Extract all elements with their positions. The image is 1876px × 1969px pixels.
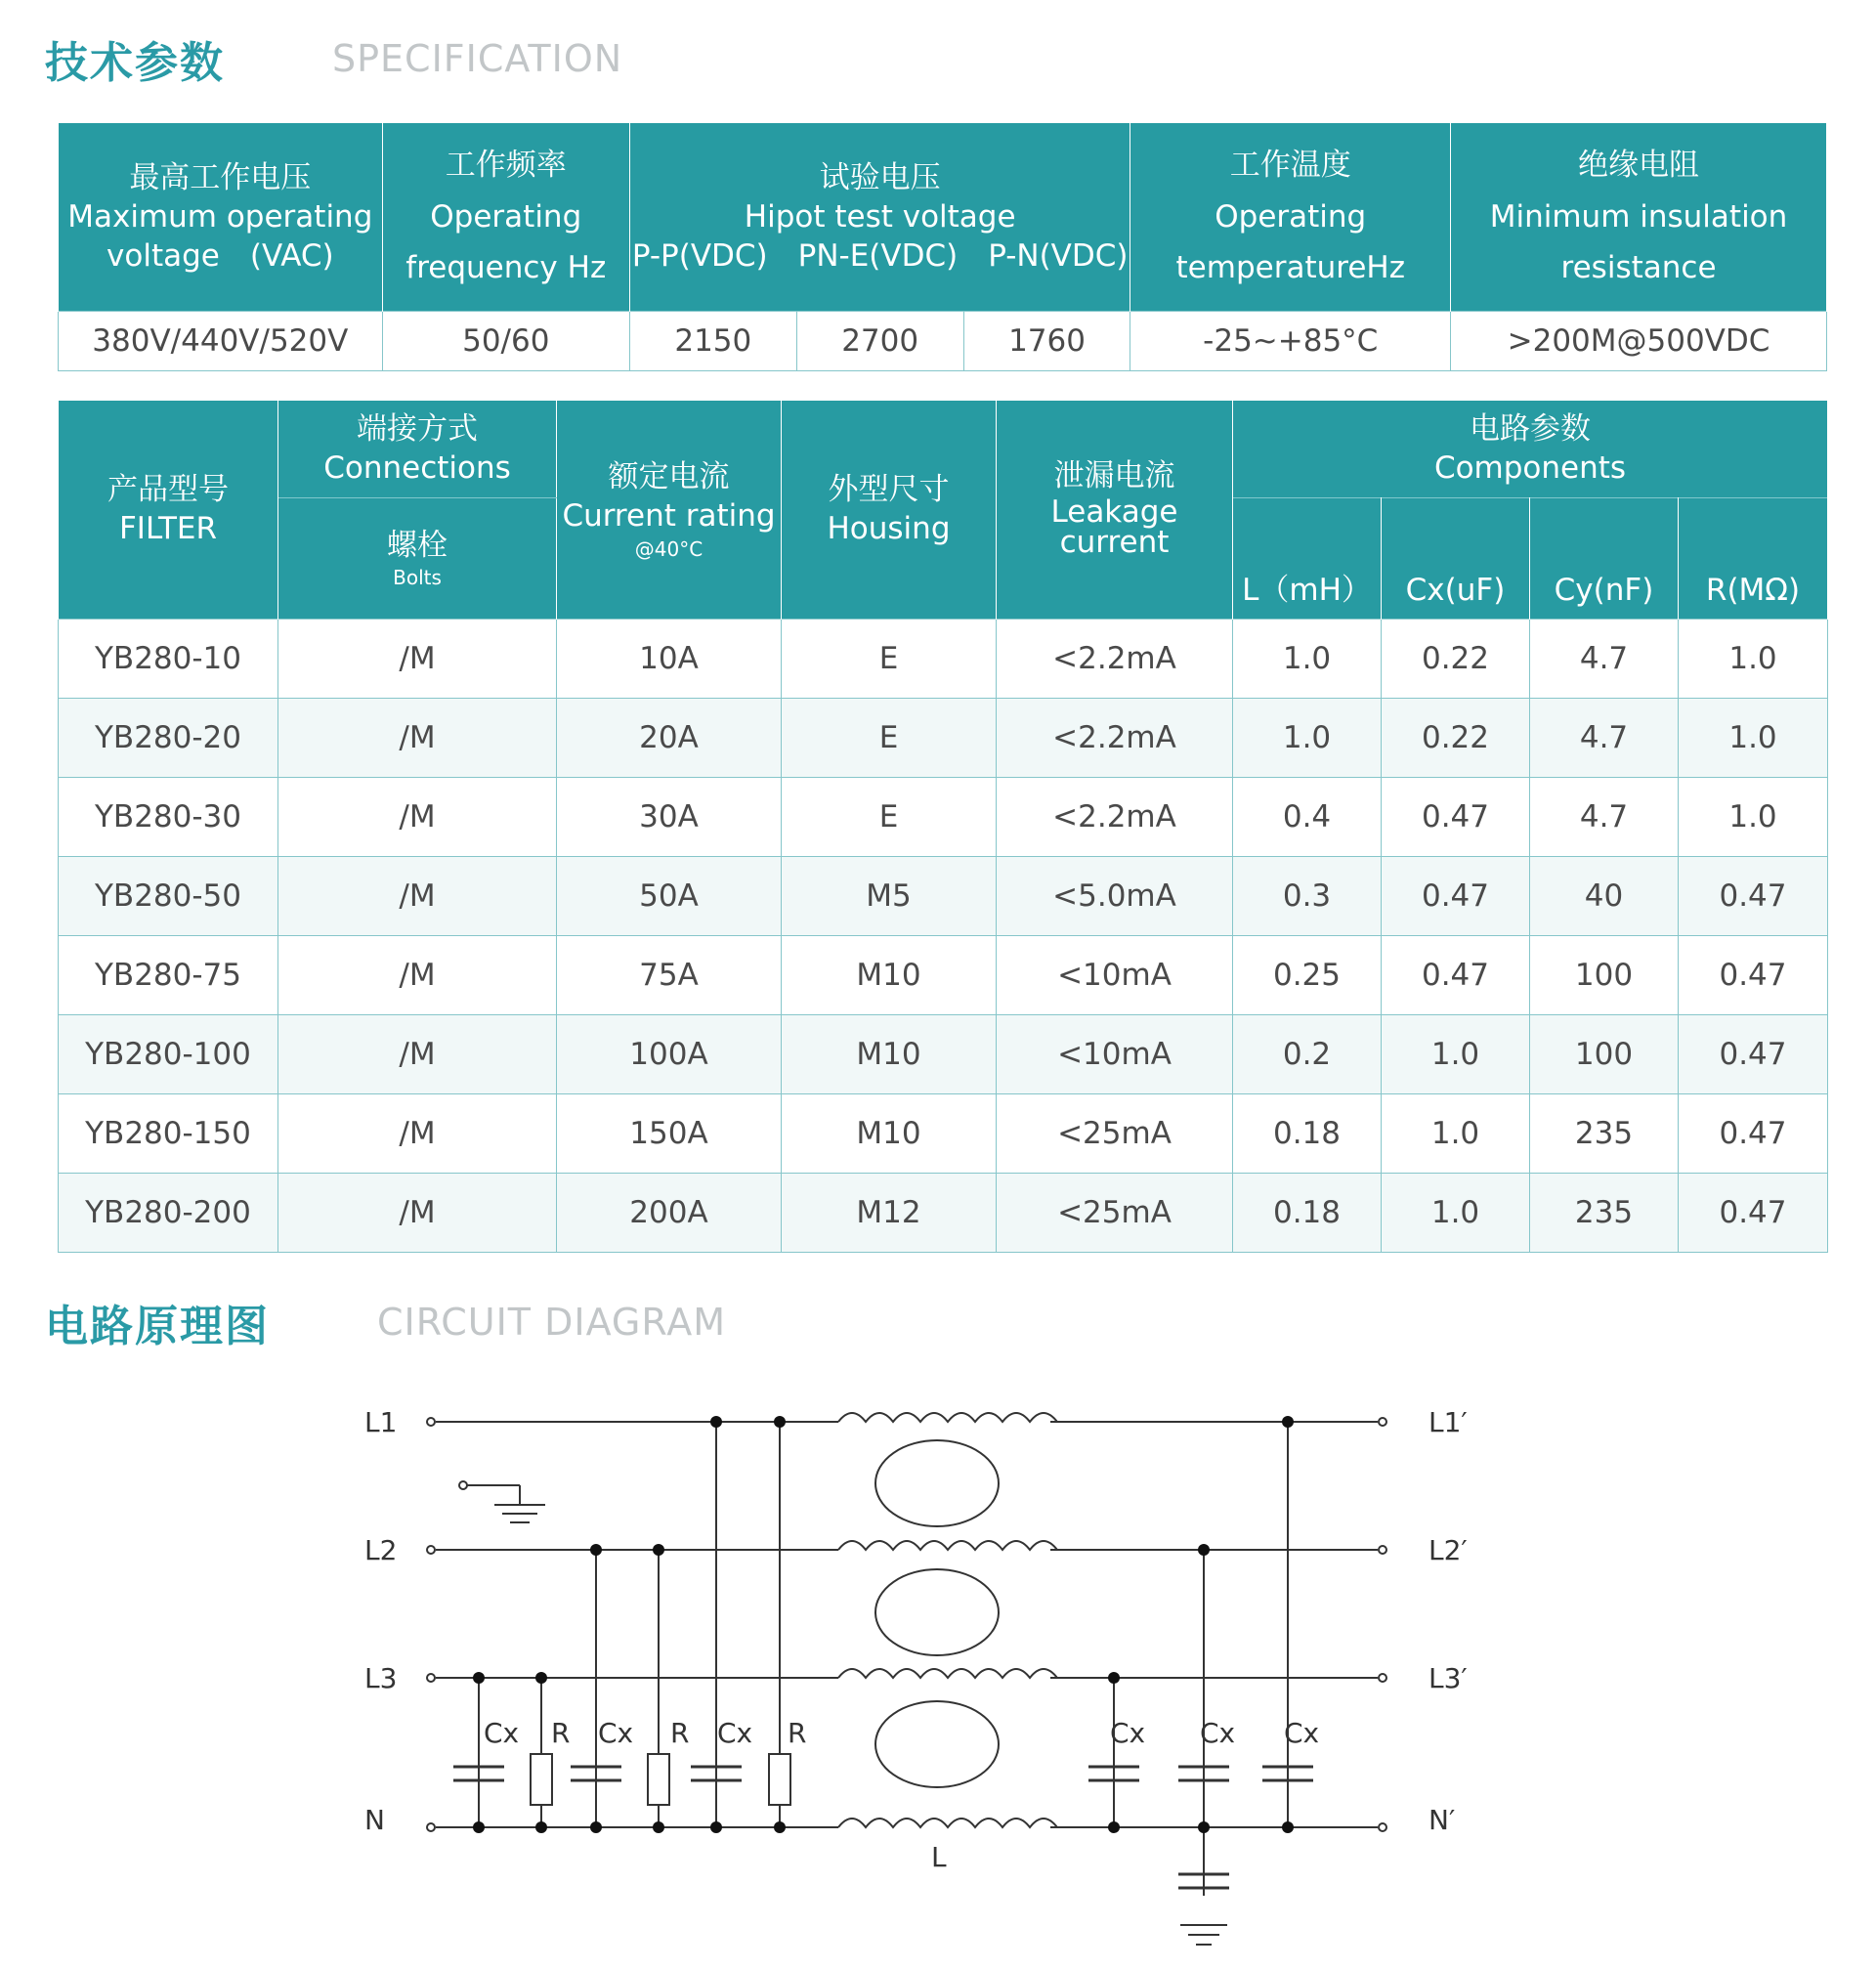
table-cell: <25mA xyxy=(997,1173,1233,1252)
table-cell: <10mA xyxy=(997,935,1233,1014)
table-cell: 0.47 xyxy=(1679,935,1828,1014)
header-cx: Cx(uF) xyxy=(1382,497,1530,619)
table-cell: 0.47 xyxy=(1382,856,1530,935)
table-cell: YB280-75 xyxy=(59,935,278,1014)
table-cell: 0.18 xyxy=(1233,1173,1382,1252)
table-cell: <2.2mA xyxy=(997,619,1233,698)
table-cell: 1.0 xyxy=(1382,1014,1530,1093)
table-cell: 0.4 xyxy=(1233,777,1382,856)
circuit-title-en: CIRCUIT DIAGRAM xyxy=(377,1301,726,1344)
circuit-title-cn: 电路原理图 xyxy=(45,1302,270,1351)
table-cell: 4.7 xyxy=(1530,777,1679,856)
table-cell: /M xyxy=(278,777,557,856)
table-row xyxy=(59,1014,1828,1093)
header-components: 电路参数 Components xyxy=(1233,401,1828,497)
label-l1-out: L1′ xyxy=(1428,1406,1468,1438)
table-cell: 0.47 xyxy=(1679,1173,1828,1252)
table-cell: <25mA xyxy=(997,1093,1233,1173)
table-cell: M10 xyxy=(782,935,997,1014)
table-cell: 30A xyxy=(557,777,782,856)
table-cell: YB280-200 xyxy=(59,1173,278,1252)
label-r: R xyxy=(551,1717,571,1749)
spec-header-temperature: 工作温度 Operating temperatureHz xyxy=(1130,123,1451,312)
label-n-out: N′ xyxy=(1428,1804,1456,1836)
table-cell: /M xyxy=(278,856,557,935)
table-cell: /M xyxy=(278,1014,557,1093)
table-cell: 4.7 xyxy=(1530,698,1679,777)
table-cell: 1.0 xyxy=(1679,777,1828,856)
table-row xyxy=(59,698,1828,777)
spec-title-en: SPECIFICATION xyxy=(332,37,623,80)
spec-cell: 2150 xyxy=(629,312,796,371)
spec-values-row xyxy=(59,312,1827,371)
table-cell: 0.47 xyxy=(1679,856,1828,935)
spec-cell: >200M@500VDC xyxy=(1451,312,1827,371)
table-row xyxy=(59,1173,1828,1252)
table-cell: 50A xyxy=(557,856,782,935)
table-cell: 0.3 xyxy=(1233,856,1382,935)
table-cell: 235 xyxy=(1530,1093,1679,1173)
label-cx: Cx xyxy=(484,1717,520,1749)
label-r: R xyxy=(670,1717,690,1749)
spec-title-cn: 技术参数 xyxy=(45,38,225,88)
table-row xyxy=(59,619,1828,698)
table-cell: M10 xyxy=(782,1014,997,1093)
table-cell: YB280-100 xyxy=(59,1014,278,1093)
table-cell: 0.47 xyxy=(1679,1014,1828,1093)
table-row xyxy=(59,935,1828,1014)
label-l2: L2 xyxy=(364,1534,398,1566)
table-cell: <2.2mA xyxy=(997,777,1233,856)
table-cell: 10A xyxy=(557,619,782,698)
label-cx: Cx xyxy=(717,1717,753,1749)
table-cell: 0.47 xyxy=(1679,1093,1828,1173)
header-l: L（mH） xyxy=(1233,497,1382,619)
spec-cell: 380V/440V/520V xyxy=(59,312,383,371)
table-cell: 100 xyxy=(1530,935,1679,1014)
table-cell: /M xyxy=(278,1093,557,1173)
table-cell: 0.22 xyxy=(1382,698,1530,777)
label-cx: Cx xyxy=(1110,1717,1146,1749)
table-cell: YB280-30 xyxy=(59,777,278,856)
label-l3-out: L3′ xyxy=(1428,1662,1468,1694)
header-housing: 外型尺寸 Housing xyxy=(782,401,997,619)
header-r: R(MΩ) xyxy=(1679,497,1828,619)
header-cy: Cy(nF) xyxy=(1530,497,1679,619)
label-l: L xyxy=(931,1841,947,1873)
table-cell: 4.7 xyxy=(1530,619,1679,698)
label-l3: L3 xyxy=(364,1662,398,1694)
header-current: 额定电流 Current rating @40°C xyxy=(557,401,782,619)
spec-header-frequency: 工作频率 Operating frequency Hz xyxy=(382,123,629,312)
label-cx: Cx xyxy=(598,1717,634,1749)
table-cell: /M xyxy=(278,1173,557,1252)
label-r: R xyxy=(788,1717,807,1749)
spec-header-insulation: 绝缘电阻 Minimum insulation resistance xyxy=(1451,123,1827,312)
table-cell: 1.0 xyxy=(1233,698,1382,777)
label-cx: Cx xyxy=(1284,1717,1320,1749)
table-cell: 100 xyxy=(1530,1014,1679,1093)
table-cell: 75A xyxy=(557,935,782,1014)
table-cell: YB280-10 xyxy=(59,619,278,698)
header-leakage: 泄漏电流 Leakage current xyxy=(997,401,1233,619)
circuit-diagram xyxy=(0,1329,1876,1969)
spec-cell: 1760 xyxy=(963,312,1130,371)
table-cell: 1.0 xyxy=(1679,698,1828,777)
table-cell: 200A xyxy=(557,1173,782,1252)
table-cell: 0.25 xyxy=(1233,935,1382,1014)
table-cell: 20A xyxy=(557,698,782,777)
table-cell: 0.22 xyxy=(1382,619,1530,698)
table-cell: 1.0 xyxy=(1233,619,1382,698)
table-cell: E xyxy=(782,777,997,856)
table-cell: YB280-50 xyxy=(59,856,278,935)
table-cell: <5.0mA xyxy=(997,856,1233,935)
table-cell: <10mA xyxy=(997,1014,1233,1093)
table-cell: M5 xyxy=(782,856,997,935)
table-cell: 1.0 xyxy=(1679,619,1828,698)
table-cell: /M xyxy=(278,935,557,1014)
spec-heading xyxy=(45,24,622,93)
table-cell: 40 xyxy=(1530,856,1679,935)
header-bolts: 螺栓 Bolts xyxy=(278,497,557,619)
table-cell: 0.47 xyxy=(1382,777,1530,856)
spec-cell: 50/60 xyxy=(382,312,629,371)
table-row xyxy=(59,856,1828,935)
table-cell: 1.0 xyxy=(1382,1093,1530,1173)
table-cell: /M xyxy=(278,619,557,698)
spec-cell: -25~+85°C xyxy=(1130,312,1451,371)
table-cell: 1.0 xyxy=(1382,1173,1530,1252)
table-row xyxy=(59,1093,1828,1173)
table-cell: <2.2mA xyxy=(997,698,1233,777)
spec-header-voltage: 最高工作电压 Maximum operating voltage (VAC) xyxy=(59,123,383,312)
table-cell: E xyxy=(782,619,997,698)
table-cell: YB280-150 xyxy=(59,1093,278,1173)
table-cell: 235 xyxy=(1530,1173,1679,1252)
table-cell: M10 xyxy=(782,1093,997,1173)
product-table xyxy=(58,401,1828,1253)
table-row xyxy=(59,777,1828,856)
header-connections: 端接方式 Connections xyxy=(278,401,557,497)
table-cell: 0.18 xyxy=(1233,1093,1382,1173)
table-cell: YB280-20 xyxy=(59,698,278,777)
table-cell: 0.2 xyxy=(1233,1014,1382,1093)
label-n: N xyxy=(364,1804,385,1836)
table-cell: 100A xyxy=(557,1014,782,1093)
spec-table xyxy=(58,123,1827,371)
label-l1: L1 xyxy=(364,1406,398,1438)
label-l2-out: L2′ xyxy=(1428,1534,1468,1566)
table-cell: 150A xyxy=(557,1093,782,1173)
table-cell: 0.47 xyxy=(1382,935,1530,1014)
table-cell: M12 xyxy=(782,1173,997,1252)
table-cell: /M xyxy=(278,698,557,777)
header-model: 产品型号 FILTER xyxy=(59,401,278,619)
label-cx: Cx xyxy=(1200,1717,1236,1749)
table-cell: E xyxy=(782,698,997,777)
spec-header-hipot: 试验电压 Hipot test voltage P-P(VDC) PN-E(VDC) P-N(VDC) xyxy=(629,123,1130,312)
spec-cell: 2700 xyxy=(796,312,963,371)
